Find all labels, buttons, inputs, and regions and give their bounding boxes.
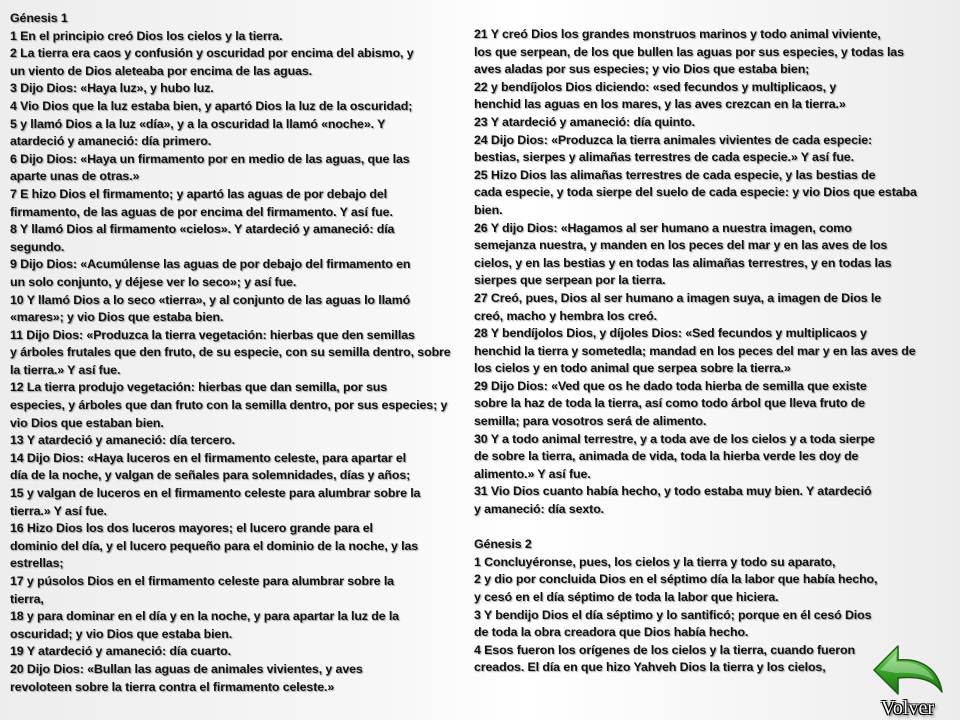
left-column-line: «mares»; y vio Dios que estaba bien. bbox=[10, 310, 224, 325]
left-column-line: 13 Y atardeció y amaneció: día tercero. bbox=[10, 433, 235, 448]
right-column-line: y amaneció: día sexto. bbox=[474, 502, 605, 517]
left-column-line: un solo conjunto, y déjese ver lo seco»; y así fue. bbox=[10, 274, 297, 289]
right-column-line: 4 Esos fueron los orígenes de los cielos y la tierra, cuando fueron bbox=[474, 642, 855, 657]
right-column-line: los cielos y en todo animal que serpea sobre la tierra.» bbox=[474, 361, 791, 376]
right-column-line: 21 Y creó Dios los grandes monstruos marinos y todo animal viviente, bbox=[474, 27, 881, 41]
left-column-line: tierra, bbox=[10, 591, 44, 606]
right-column-line: 3 Y bendijo Dios el día séptimo y lo santificó; porque en él cesó Dios bbox=[474, 607, 872, 622]
right-column-line: sierpes que serpean por la tierra. bbox=[474, 273, 666, 288]
right-column-line: los que serpean, de los que bullen las aguas por sus especies, y todas las bbox=[474, 44, 904, 59]
right-column-line: 23 Y atardeció y amaneció: día quinto. bbox=[474, 114, 695, 129]
right-column-line: de toda la obra creadora que Dios había hecho. bbox=[474, 625, 749, 640]
right-column-line: 29 Dijo Dios: «Ved que os he dado toda hierba de semilla que existe bbox=[474, 378, 867, 393]
left-column-line: firmamento, de las aguas de por encima del firmamento. Y así fue. bbox=[10, 204, 393, 219]
left-column-line: un viento de Dios aleteaba por encima de las aguas. bbox=[10, 63, 313, 78]
right-column-line: henchid las aguas en los mares, y las aves crezcan en la tierra.» bbox=[474, 97, 846, 112]
right-column-line: 24 Dijo Dios: «Produzca la tierra animales vivientes de cada especie: bbox=[474, 132, 873, 147]
right-column-line: Génesis 2 bbox=[474, 537, 532, 552]
right-column-line: de sobre la tierra, animada de vida, toda la hierba verde les doy de bbox=[474, 449, 859, 464]
left-column-line: 20 Dijo Dios: «Bullan las aguas de animales vivientes, y aves bbox=[10, 661, 363, 676]
left-column-line: especies, y árboles que dan fruto con la semilla dentro, por sus especies; y bbox=[10, 398, 448, 413]
right-column-line: 26 Y dijo Dios: «Hagamos al ser humano a nuestra imagen, como bbox=[474, 220, 852, 235]
right-column-line: creó, macho y hembra los creó. bbox=[474, 308, 657, 323]
left-column-line: día de la noche, y valgan de señales para solemnidades, días y años; bbox=[10, 468, 411, 483]
section-gap bbox=[474, 519, 914, 537]
right-column-line: henchid la tierra y sometedla; mandad en los peces del mar y en las aves de bbox=[474, 343, 916, 358]
left-column-line: segundo. bbox=[10, 239, 65, 254]
left-column-line: 12 La tierra produjo vegetación: hierbas que dan semilla, por sus bbox=[10, 380, 388, 395]
left-column-line: 3 Dijo Dios: «Haya luz», y hubo luz. bbox=[10, 81, 214, 96]
left-column-line: 9 Dijo Dios: «Acumúlense las aguas de por debajo del firmamento en bbox=[10, 257, 411, 272]
left-column-line: Génesis 1 bbox=[10, 11, 68, 25]
right-column-line: semilla; para vosotros será de alimento. bbox=[474, 414, 707, 429]
left-column-line: tierra.» Y así fue. bbox=[10, 503, 107, 518]
left-column-line: 5 y llamó Dios a la luz «día», y a la oscuridad la llamó «noche». Y bbox=[10, 116, 386, 131]
right-column-line: creados. El día en que hizo Yahveh Dios la tierra y los cielos, bbox=[474, 660, 826, 675]
left-column-line: revoloteen sobre la tierra contra el firmamento celeste.» bbox=[10, 679, 335, 694]
left-column-line: y árboles frutales que den fruto, de su especie, con su semilla dentro, sobre bbox=[10, 345, 451, 360]
left-column-line: 16 Hizo Dios los dos luceros mayores; el lucero grande para el bbox=[10, 521, 373, 536]
left-column-line: aparte unas de otras.» bbox=[10, 169, 140, 184]
right-text-column bbox=[474, 26, 917, 677]
left-column-line: 2 La tierra era caos y confusión y oscuridad por encima del abismo, y bbox=[10, 46, 414, 61]
left-column-line: 7 E hizo Dios el firmamento; y apartó las aguas de por debajo del bbox=[10, 186, 388, 201]
left-column-line: 18 y para dominar en el día y en la noche, y para apartar la luz de la bbox=[10, 609, 399, 624]
right-column-line: 31 Vio Dios cuanto había hecho, y todo estaba muy bien. Y atardeció bbox=[474, 484, 872, 499]
right-column-line: alimento.» Y así fue. bbox=[474, 466, 591, 481]
left-column-line: 14 Dijo Dios: «Haya luceros en el firmamento celeste, para apartar el bbox=[10, 450, 406, 465]
left-column-line: 4 Vio Dios que la luz estaba bien, y apartó Dios la luz de la oscuridad; bbox=[10, 98, 413, 113]
left-column-line: dominio del día, y el lucero pequeño para el dominio de la noche, y las bbox=[10, 538, 419, 553]
right-column-line: 27 Creó, pues, Dios al ser humano a imagen suya, a imagen de Dios le bbox=[474, 290, 882, 305]
volver-label[interactable]: Volver bbox=[881, 697, 934, 719]
left-column-line: 19 Y atardeció y amaneció: día cuarto. bbox=[10, 644, 231, 659]
left-column-line: atardeció y amaneció: día primero. bbox=[10, 134, 212, 149]
left-column-line: 15 y valgan de luceros en el firmamento celeste para alumbrar sobre la bbox=[10, 486, 421, 501]
left-column-line: 8 Y llamó Dios al firmamento «cielos». Y atardeció y amaneció: día bbox=[10, 222, 395, 237]
right-column-line: 2 y dio por concluida Dios en el séptimo día la labor que había hecho, bbox=[474, 572, 878, 587]
right-column-line: 1 Concluyéronse, pues, los cielos y la tierra y todo su aparato, bbox=[474, 554, 836, 569]
right-column-line: 25 Hizo Dios las alimañas terrestres de cada especie, y las bestias de bbox=[474, 167, 876, 182]
left-column-line: 6 Dijo Dios: «Haya un firmamento por en medio de las aguas, que las bbox=[10, 151, 410, 166]
right-column-line: 30 Y a todo animal terrestre, y a toda ave de los cielos y a toda sierpe bbox=[474, 431, 875, 446]
genesis-1-continuation bbox=[474, 26, 917, 519]
left-column-line: vio Dios que estaban bien. bbox=[10, 415, 164, 430]
left-column-line: oscuridad; y vio Dios que estaba bien. bbox=[10, 626, 233, 641]
left-column-line: estrellas; bbox=[10, 556, 64, 571]
left-column-line: 17 y púsolos Dios en el firmamento celeste para alumbrar sobre la bbox=[10, 574, 394, 588]
right-column-line: cada especie, y toda sierpe del suelo de cada especie: y vio Dios que estaba bbox=[474, 185, 917, 200]
right-column-line: sobre la haz de toda la tierra, así como todo árbol que lleva fruto de bbox=[474, 396, 865, 411]
right-column-line: 28 Y bendíjolos Dios, y díjoles Dios: «Sed fecundos y multiplicaos y bbox=[474, 326, 867, 341]
right-column-line: aves aladas por sus especies; y vio Dios que estaba bien; bbox=[474, 62, 810, 77]
left-column-line: 1 En el principio creó Dios los cielos y la tierra. bbox=[10, 28, 283, 43]
right-column-line: bien. bbox=[474, 202, 503, 217]
left-column-line: 10 Y llamó Dios a lo seco «tierra», y al conjunto de las aguas lo llamó bbox=[10, 292, 411, 307]
right-column-line: semejanza nuestra, y manden en los peces del mar y en las aves de los bbox=[474, 238, 888, 253]
left-text-column bbox=[10, 10, 450, 696]
right-column-line: 22 y bendíjolos Dios diciendo: «sed fecundos y multiplicaos, y bbox=[474, 79, 837, 94]
volver-button[interactable] bbox=[842, 640, 952, 720]
left-column-line: 11 Dijo Dios: «Produzca la tierra vegetación: hierbas que den semillas bbox=[10, 327, 415, 342]
left-column-line: la tierra.» Y así fue. bbox=[10, 362, 121, 377]
right-column-line: bestias, sierpes y alimañas terrestres de cada especie.» Y así fue. bbox=[474, 150, 854, 165]
right-column-line: cielos, y en las bestias y en todas las alimañas terrestres, y en todas las bbox=[474, 255, 892, 270]
right-column-line: y cesó en el día séptimo de toda la labor que hiciera. bbox=[474, 590, 779, 604]
